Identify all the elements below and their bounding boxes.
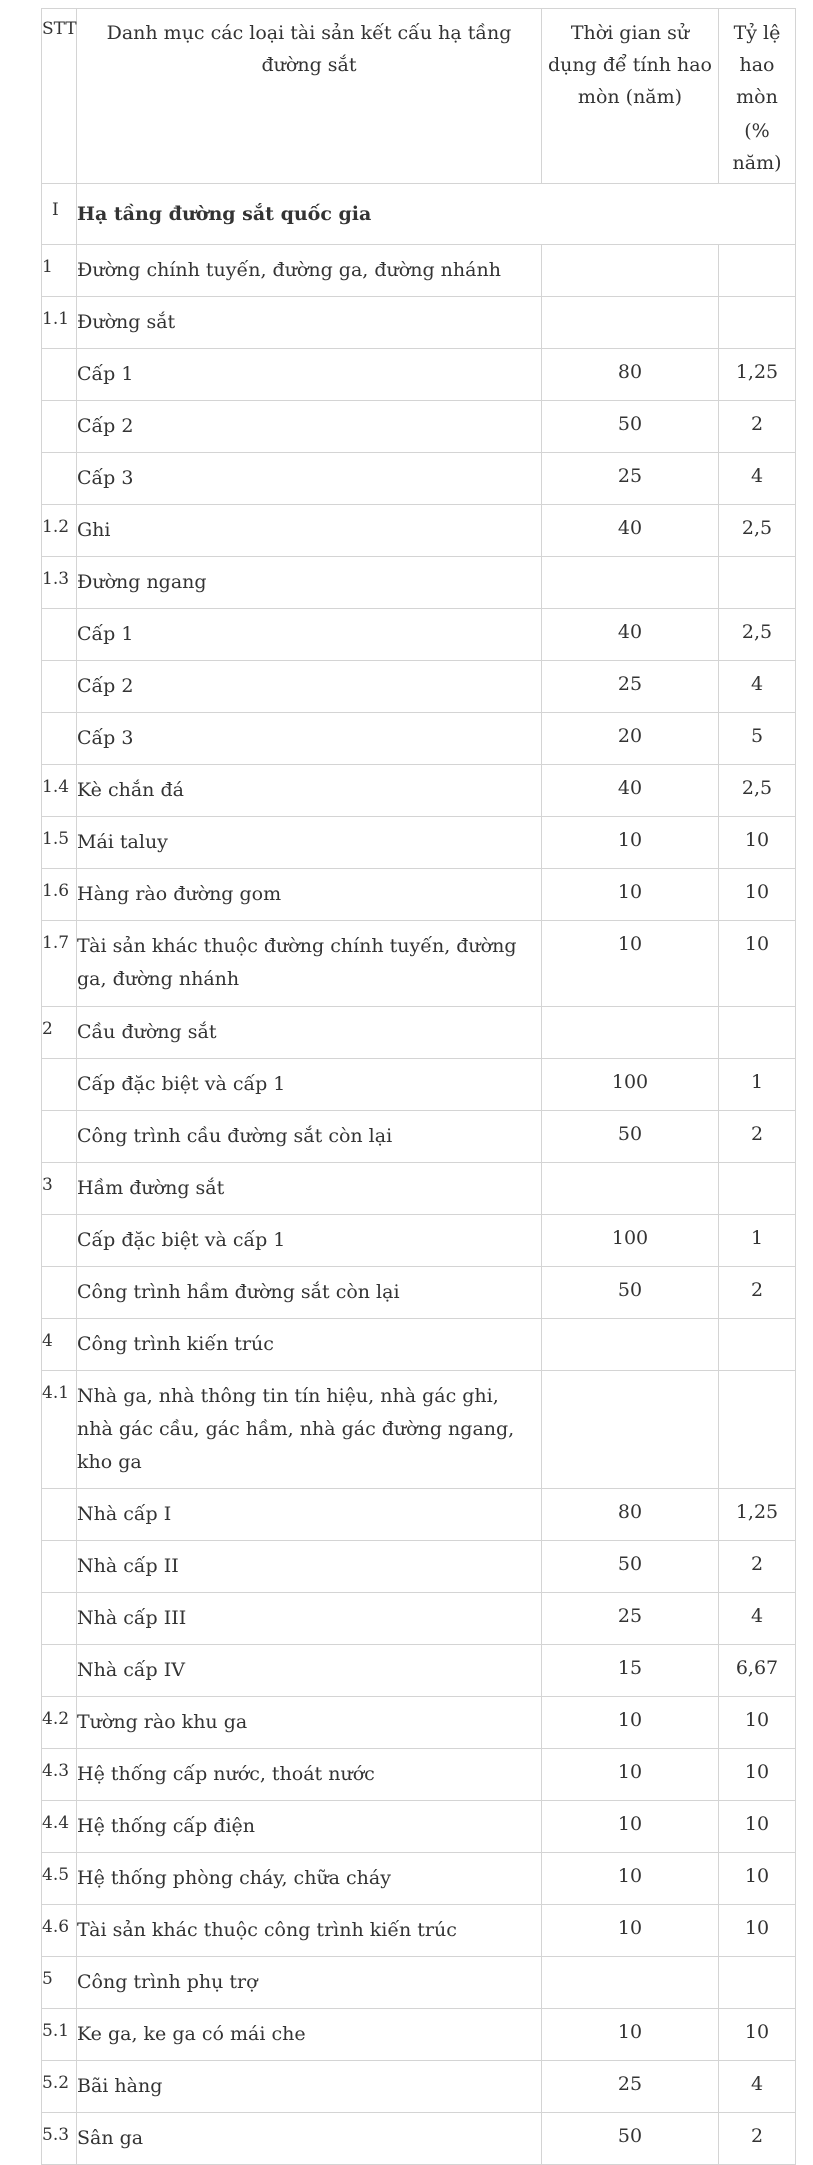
row-stt (42, 1541, 77, 1593)
row-asset-name: Nhà cấp IV (77, 1645, 542, 1697)
row-asset-name: Cấp 1 (77, 609, 542, 661)
row-usage-years: 40 (542, 765, 719, 817)
row-usage-years: 50 (542, 1267, 719, 1319)
row-usage-years: 20 (542, 713, 719, 765)
row-depreciation-rate: 2,5 (719, 609, 796, 661)
table-row (42, 297, 796, 349)
row-stt: 4 (42, 1319, 77, 1371)
header-stt: STT (42, 9, 77, 184)
row-depreciation-rate: 10 (719, 921, 796, 1007)
row-depreciation-rate: 10 (719, 869, 796, 921)
table-row (42, 505, 796, 557)
row-depreciation-rate: 2 (719, 1267, 796, 1319)
row-stt (42, 1267, 77, 1319)
row-depreciation-rate: 2 (719, 1541, 796, 1593)
row-stt: 4.3 (42, 1749, 77, 1801)
row-depreciation-rate: 4 (719, 2061, 796, 2113)
row-stt (42, 1215, 77, 1267)
row-asset-name: Hầm đường sắt (77, 1163, 542, 1215)
row-asset-name: Cấp đặc biệt và cấp 1 (77, 1215, 542, 1267)
row-asset-name: Đường ngang (77, 557, 542, 609)
header-asset-category: Danh mục các loại tài sản kết cấu hạ tầng đường sắt (77, 9, 542, 184)
row-depreciation-rate: 2 (719, 401, 796, 453)
table-row (42, 1957, 796, 2009)
section-row (42, 184, 796, 245)
table-row (42, 921, 796, 1007)
table-row (42, 765, 796, 817)
row-asset-name: Kè chắn đá (77, 765, 542, 817)
row-asset-name: Bãi hàng (77, 2061, 542, 2113)
row-usage-years (542, 1163, 719, 1215)
row-asset-name: Công trình phụ trợ (77, 1957, 542, 2009)
table-row (42, 2113, 796, 2165)
table-row (42, 1319, 796, 1371)
table-row (42, 349, 796, 401)
row-stt: 4.6 (42, 1905, 77, 1957)
table-row (42, 713, 796, 765)
row-depreciation-rate: 4 (719, 661, 796, 713)
row-usage-years (542, 557, 719, 609)
header-rate-unit: (% năm) (732, 120, 782, 174)
row-stt (42, 713, 77, 765)
row-depreciation-rate: 10 (719, 817, 796, 869)
row-usage-years: 10 (542, 921, 719, 1007)
row-asset-name: Nhà cấp I (77, 1489, 542, 1541)
row-stt (42, 401, 77, 453)
row-depreciation-rate: 1 (719, 1059, 796, 1111)
row-asset-name: Cấp 3 (77, 453, 542, 505)
row-depreciation-rate (719, 245, 796, 297)
row-depreciation-rate: 2 (719, 1111, 796, 1163)
row-usage-years (542, 1957, 719, 2009)
row-depreciation-rate: 10 (719, 2009, 796, 2061)
table-row (42, 1215, 796, 1267)
row-stt: 4.4 (42, 1801, 77, 1853)
row-usage-years (542, 1319, 719, 1371)
row-usage-years: 50 (542, 1541, 719, 1593)
row-depreciation-rate (719, 1319, 796, 1371)
row-usage-years: 10 (542, 1749, 719, 1801)
row-asset-name: Tường rào khu ga (77, 1697, 542, 1749)
row-asset-name: Cấp 1 (77, 349, 542, 401)
row-usage-years: 10 (542, 1801, 719, 1853)
row-usage-years: 50 (542, 1111, 719, 1163)
row-stt: 3 (42, 1163, 77, 1215)
row-asset-name: Hệ thống phòng cháy, chữa cháy (77, 1853, 542, 1905)
table-row (42, 1007, 796, 1059)
row-usage-years: 50 (542, 401, 719, 453)
row-stt: 4.1 (42, 1371, 77, 1489)
row-depreciation-rate (719, 1163, 796, 1215)
header-usage-time: Thời gian sử dụng để tính hao mòn (năm) (542, 9, 719, 184)
table-row (42, 1905, 796, 1957)
row-asset-name: Cấp 2 (77, 661, 542, 713)
row-asset-name: Cấp 3 (77, 713, 542, 765)
row-depreciation-rate: 4 (719, 453, 796, 505)
row-usage-years: 80 (542, 349, 719, 401)
row-depreciation-rate: 10 (719, 1801, 796, 1853)
row-asset-name: Công trình kiến trúc (77, 1319, 542, 1371)
row-asset-name: Đường chính tuyến, đường ga, đường nhánh (77, 245, 542, 297)
row-asset-name: Ke ga, ke ga có mái che (77, 2009, 542, 2061)
row-depreciation-rate (719, 1957, 796, 2009)
table-header-row (42, 9, 796, 184)
table-row (42, 1593, 796, 1645)
row-stt: 1.1 (42, 297, 77, 349)
section-title: Hạ tầng đường sắt quốc gia (77, 184, 796, 245)
row-depreciation-rate: 4 (719, 1593, 796, 1645)
row-asset-name: Công trình cầu đường sắt còn lại (77, 1111, 542, 1163)
row-depreciation-rate (719, 1371, 796, 1489)
row-asset-name: Tài sản khác thuộc công trình kiến trúc (77, 1905, 542, 1957)
row-usage-years: 10 (542, 869, 719, 921)
row-usage-years: 50 (542, 2113, 719, 2165)
header-rate-title: Tỷ lệ hao mòn (733, 22, 781, 108)
row-depreciation-rate: 2,5 (719, 765, 796, 817)
row-stt (42, 609, 77, 661)
table-row (42, 1541, 796, 1593)
row-asset-name: Công trình hầm đường sắt còn lại (77, 1267, 542, 1319)
row-asset-name: Tài sản khác thuộc đường chính tuyến, đường ga, đường nhánh (77, 921, 542, 1007)
row-depreciation-rate: 2,5 (719, 505, 796, 557)
table-row (42, 1853, 796, 1905)
row-asset-name: Hàng rào đường gom (77, 869, 542, 921)
table-row (42, 1801, 796, 1853)
row-stt (42, 1645, 77, 1697)
row-usage-years: 10 (542, 817, 719, 869)
section-stt: I (42, 184, 77, 245)
row-usage-years: 100 (542, 1059, 719, 1111)
row-depreciation-rate: 10 (719, 1749, 796, 1801)
row-stt (42, 349, 77, 401)
table-row (42, 1111, 796, 1163)
row-usage-years: 40 (542, 505, 719, 557)
row-stt: 4.5 (42, 1853, 77, 1905)
row-stt: 2 (42, 1007, 77, 1059)
row-asset-name: Đường sắt (77, 297, 542, 349)
row-usage-years: 10 (542, 1853, 719, 1905)
row-asset-name: Nhà cấp II (77, 1541, 542, 1593)
row-asset-name: Hệ thống cấp nước, thoát nước (77, 1749, 542, 1801)
table-row (42, 1371, 796, 1489)
row-usage-years: 25 (542, 2061, 719, 2113)
table-body (42, 184, 796, 2165)
table-row (42, 401, 796, 453)
row-stt (42, 1111, 77, 1163)
row-asset-name: Nhà ga, nhà thông tin tín hiệu, nhà gác ghi, nhà gác cầu, gác hầm, nhà gác đường ngang, kho ga (77, 1371, 542, 1489)
row-depreciation-rate: 1 (719, 1215, 796, 1267)
row-depreciation-rate: 10 (719, 1853, 796, 1905)
row-stt: 5.3 (42, 2113, 77, 2165)
table-row (42, 2009, 796, 2061)
row-stt: 4.2 (42, 1697, 77, 1749)
row-usage-years: 25 (542, 661, 719, 713)
row-usage-years (542, 1007, 719, 1059)
table-row (42, 557, 796, 609)
row-depreciation-rate: 10 (719, 1905, 796, 1957)
row-stt: 5.1 (42, 2009, 77, 2061)
row-stt: 1.5 (42, 817, 77, 869)
row-stt (42, 661, 77, 713)
table-row (42, 245, 796, 297)
row-asset-name: Ghi (77, 505, 542, 557)
row-asset-name: Nhà cấp III (77, 1593, 542, 1645)
table-row (42, 1697, 796, 1749)
row-stt: 1 (42, 245, 77, 297)
row-asset-name: Sân ga (77, 2113, 542, 2165)
table-row (42, 609, 796, 661)
row-stt: 5.2 (42, 2061, 77, 2113)
row-stt (42, 453, 77, 505)
row-usage-years: 80 (542, 1489, 719, 1541)
row-usage-years: 10 (542, 2009, 719, 2061)
row-usage-years: 25 (542, 453, 719, 505)
row-usage-years: 15 (542, 1645, 719, 1697)
row-usage-years: 25 (542, 1593, 719, 1645)
header-depreciation-rate (719, 9, 796, 184)
row-usage-years (542, 1371, 719, 1489)
table-row (42, 661, 796, 713)
row-asset-name: Mái taluy (77, 817, 542, 869)
row-usage-years (542, 245, 719, 297)
row-depreciation-rate: 2 (719, 2113, 796, 2165)
row-depreciation-rate (719, 297, 796, 349)
row-stt: 1.7 (42, 921, 77, 1007)
table-row (42, 1489, 796, 1541)
table-row (42, 869, 796, 921)
row-depreciation-rate (719, 1007, 796, 1059)
row-asset-name: Hệ thống cấp điện (77, 1801, 542, 1853)
table-row (42, 1267, 796, 1319)
row-stt: 1.6 (42, 869, 77, 921)
row-depreciation-rate (719, 557, 796, 609)
row-usage-years (542, 297, 719, 349)
row-usage-years: 100 (542, 1215, 719, 1267)
table-row (42, 2061, 796, 2113)
row-stt (42, 1059, 77, 1111)
row-depreciation-rate: 1,25 (719, 349, 796, 401)
row-stt (42, 1489, 77, 1541)
row-depreciation-rate: 10 (719, 1697, 796, 1749)
table-row (42, 1163, 796, 1215)
row-depreciation-rate: 5 (719, 713, 796, 765)
row-stt: 1.4 (42, 765, 77, 817)
row-asset-name: Cấp đặc biệt và cấp 1 (77, 1059, 542, 1111)
row-stt: 1.3 (42, 557, 77, 609)
table-row (42, 1749, 796, 1801)
row-depreciation-rate: 1,25 (719, 1489, 796, 1541)
depreciation-table (41, 8, 796, 2165)
row-stt: 5 (42, 1957, 77, 2009)
row-usage-years: 40 (542, 609, 719, 661)
table-row (42, 1059, 796, 1111)
row-asset-name: Cầu đường sắt (77, 1007, 542, 1059)
row-depreciation-rate: 6,67 (719, 1645, 796, 1697)
row-stt: 1.2 (42, 505, 77, 557)
table-row (42, 817, 796, 869)
row-usage-years: 10 (542, 1697, 719, 1749)
table-row (42, 453, 796, 505)
row-usage-years: 10 (542, 1905, 719, 1957)
row-stt (42, 1593, 77, 1645)
table-row (42, 1645, 796, 1697)
row-asset-name: Cấp 2 (77, 401, 542, 453)
